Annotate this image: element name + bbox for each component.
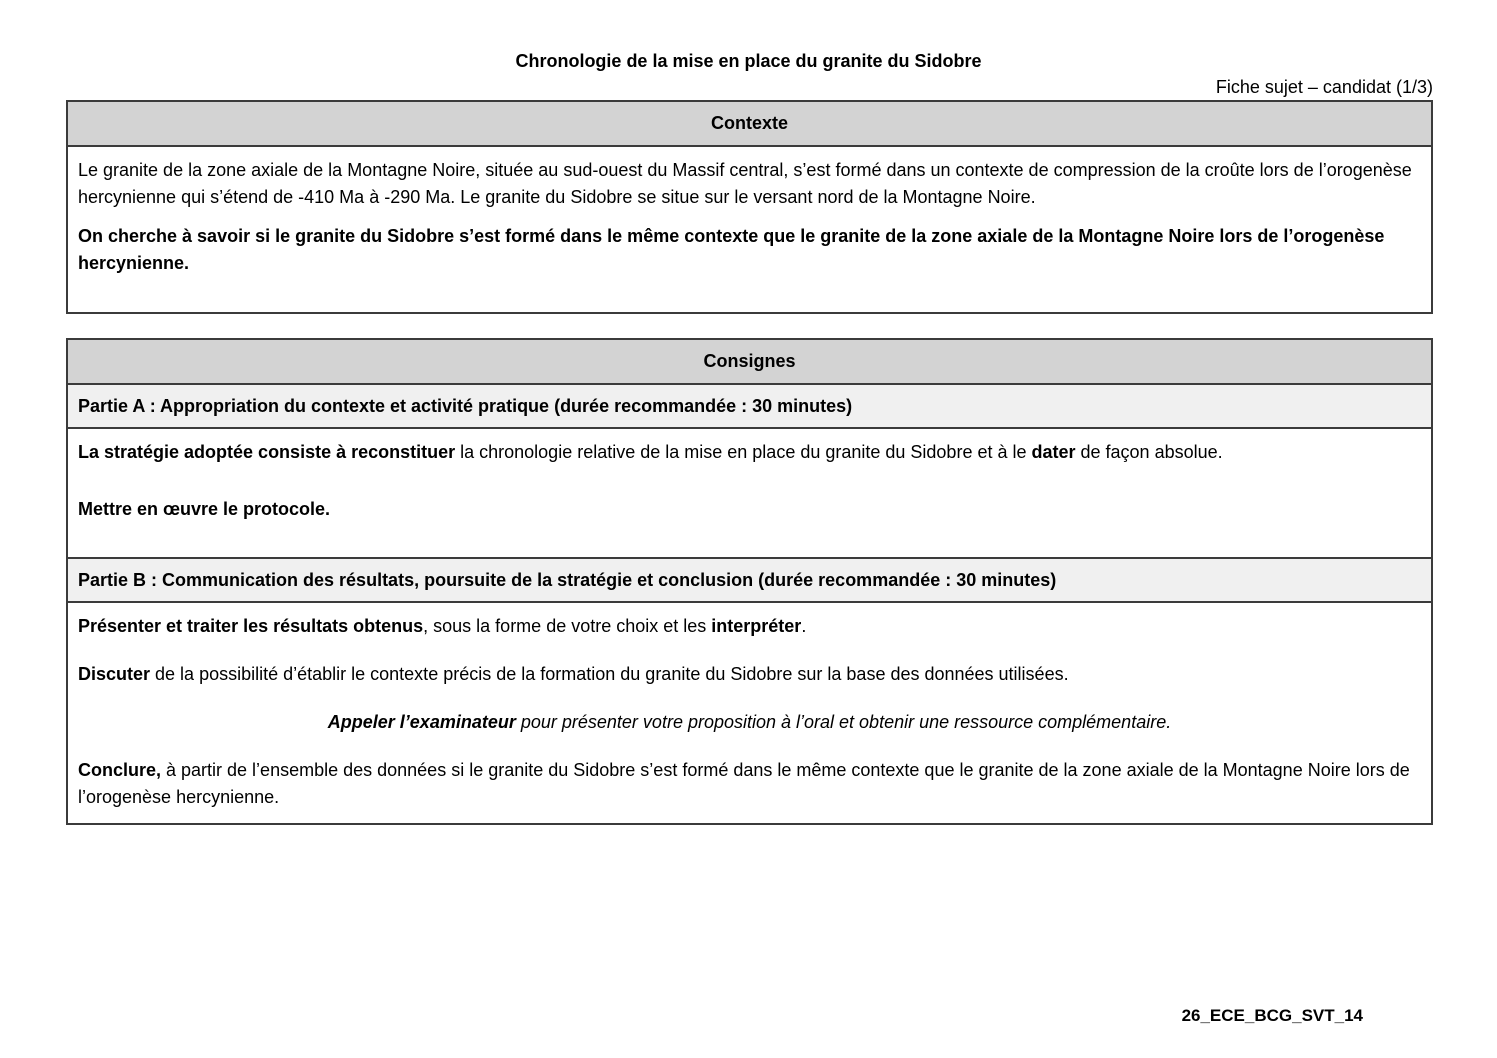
- consignes-table: [66, 338, 1433, 825]
- contexte-table: [66, 100, 1433, 314]
- partie-a-title: Partie A : Appropriation du contexte et activité pratique (durée recommandée : 30 minutes): [68, 385, 1431, 429]
- contexte-header: Contexte: [68, 102, 1431, 147]
- partie-b-conclure: [78, 757, 1421, 811]
- partie-a-strategy: [78, 439, 1421, 466]
- presenter-bold-lead: Présenter et traiter les résultats obtenus: [78, 616, 424, 636]
- sheet-label: Fiche sujet – candidat (1/3): [1215, 77, 1433, 97]
- strategy-bold-dater: dater: [1031, 442, 1076, 462]
- discuter-bold-lead: Discuter: [78, 664, 151, 684]
- conclure-text: à partir de l’ensemble des données si le granite du Sidobre s’est formé dans le même contexte que le granite de la zone axiale de la Montagne Noire lors de l’orogenèse hercynienne.: [78, 760, 1410, 807]
- partie-b-title: Partie B : Communication des résultats, poursuite de la stratégie et conclusion (durée recommandée : 30 minutes): [68, 559, 1431, 603]
- strategy-bold-lead: La stratégie adoptée consiste à reconstituer: [78, 442, 456, 462]
- discuter-text: de la possibilité d’établir le contexte précis de la formation du granite du Sidobre sur la base des données utilisées.: [150, 664, 1069, 684]
- strategy-text-end: de façon absolue.: [1075, 442, 1223, 462]
- partie-a-body: [68, 429, 1431, 559]
- partie-a-protocol: Mettre en œuvre le protocole.: [78, 499, 331, 519]
- partie-b-appeler: [78, 709, 1421, 736]
- contexte-paragraph-2: On cherche à savoir si le granite du Sidobre s’est formé dans le même contexte que le granite de la zone axiale de la Montagne Noire lors de l’orogenèse hercynienne.: [78, 226, 1385, 273]
- presenter-bold-interpreter: interpréter: [711, 616, 802, 636]
- appeler-text: pour présenter votre proposition à l’oral et obtenir une ressource complémentaire.: [515, 712, 1172, 732]
- partie-b-presenter: [78, 613, 1421, 640]
- contexte-paragraph-1: Le granite de la zone axiale de la Montagne Noire, située au sud-ouest du Massif central, s’est formé dans un contexte de compression de la croûte lors de l’orogenèse hercynienne qui s’étend de -410 Ma à -290 Ma. Le granite du Sidobre se situe sur le versant nord de la Montagne Noire.: [78, 160, 1412, 207]
- consignes-header: Consignes: [68, 340, 1431, 385]
- presenter-text-end: .: [801, 616, 807, 636]
- contexte-body: [68, 147, 1431, 312]
- partie-b-discuter: [78, 661, 1421, 688]
- document-code: 26_ECE_BCG_SVT_14: [1181, 1006, 1363, 1025]
- presenter-text: , sous la forme de votre choix et les: [423, 616, 712, 636]
- conclure-bold-lead: Conclure,: [78, 760, 162, 780]
- page-title: Chronologie de la mise en place du granite du Sidobre: [515, 51, 982, 71]
- appeler-bold-lead: Appeler l’examinateur: [327, 712, 516, 732]
- strategy-text: la chronologie relative de la mise en place du granite du Sidobre et à le: [455, 442, 1032, 462]
- partie-b-body: [68, 603, 1431, 823]
